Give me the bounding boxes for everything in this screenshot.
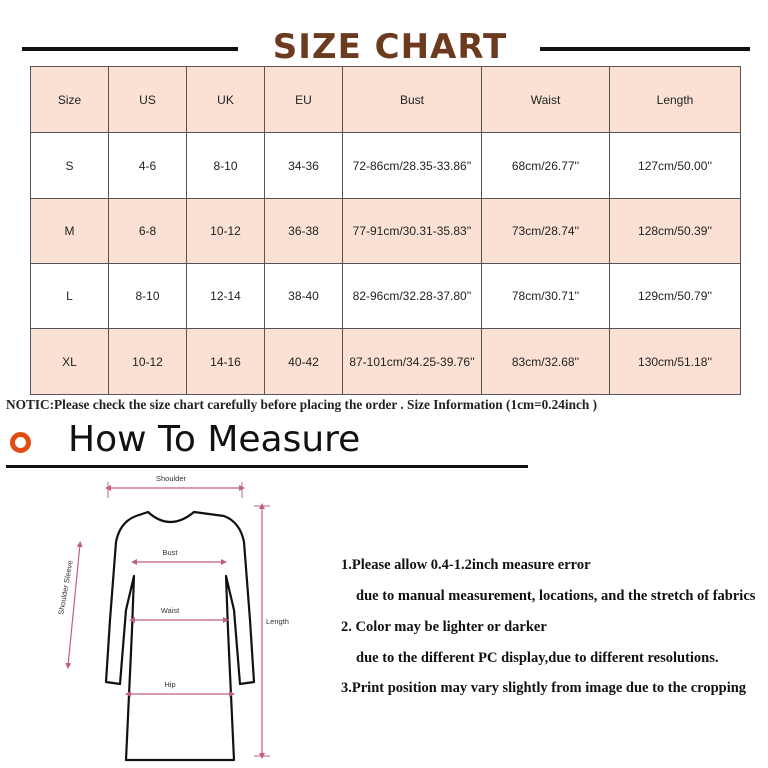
table-cell: 6-8 [109, 199, 187, 264]
table-cell: 36-38 [265, 199, 343, 264]
table-cell: 10-12 [109, 329, 187, 395]
table-cell: 12-14 [187, 264, 265, 329]
table-cell: 78cm/30.71'' [482, 264, 610, 329]
shoulder-label: Shoulder [155, 474, 187, 483]
table-cell: 10-12 [187, 199, 265, 264]
header-cell: Bust [343, 67, 482, 133]
table-cell: 127cm/50.00'' [610, 133, 741, 199]
table-cell: 14-16 [187, 329, 265, 395]
size-notice: NOTIC:Please check the size chart carefully before placing the order . Size Information (1cm=0.24inch ) [6, 397, 598, 412]
table-cell: 129cm/50.79'' [610, 264, 741, 329]
table-cell: 83cm/32.68'' [482, 329, 610, 395]
header-cell: Waist [482, 67, 610, 133]
waist-label: Waist [160, 606, 180, 615]
table-cell: 73cm/28.74'' [482, 199, 610, 264]
hip-label: Hip [164, 680, 176, 689]
how-to-measure-title: How To Measure [68, 419, 361, 460]
instruction-line-4: due to the different PC display,due to different resolutions. [356, 650, 719, 666]
bust-label: Bust [162, 548, 178, 557]
length-label: Length [266, 617, 289, 626]
table-cell: 4-6 [109, 133, 187, 199]
table-cell: 82-96cm/32.28-37.80'' [343, 264, 482, 329]
table-cell: 38-40 [265, 264, 343, 329]
table-row [31, 264, 741, 329]
instruction-line-1: 1.Please allow 0.4-1.2inch measure error [341, 557, 591, 573]
table-cell: 130cm/51.18'' [610, 329, 741, 395]
header-cell: Size [31, 67, 109, 133]
table-cell: 72-86cm/28.35-33.86'' [343, 133, 482, 199]
how-to-measure-rule [6, 465, 528, 468]
table-row [31, 199, 741, 264]
header-cell: US [109, 67, 187, 133]
table-row [31, 329, 741, 395]
table-row [31, 133, 741, 199]
size-chart-table [30, 66, 741, 395]
table-cell: 68cm/26.77'' [482, 133, 610, 199]
header-cell: Length [610, 67, 741, 133]
sleeve-label: Shoulder Sleeve [56, 559, 75, 616]
table-cell: 34-36 [265, 133, 343, 199]
table-header-row [31, 67, 741, 133]
table-cell: 128cm/50.39'' [610, 199, 741, 264]
instruction-line-2: due to manual measurement, locations, and the stretch of fabrics [356, 588, 756, 604]
title-right-rule [540, 47, 750, 51]
instruction-line-5: 3.Print position may vary slightly from image due to the cropping [341, 680, 747, 696]
header-cell: UK [187, 67, 265, 133]
table-cell: XL [31, 329, 109, 395]
instruction-line-3: 2. Color may be lighter or darker [341, 619, 547, 635]
table-cell: S [31, 133, 109, 199]
table-cell: L [31, 264, 109, 329]
bullet-circle-icon [10, 432, 31, 453]
table-cell: 8-10 [187, 133, 265, 199]
table-cell: 8-10 [109, 264, 187, 329]
table-cell: 40-42 [265, 329, 343, 395]
dress-outline [106, 512, 254, 760]
measure-diagram [28, 470, 328, 766]
header-cell: EU [265, 67, 343, 133]
page-title: SIZE CHART [272, 27, 508, 67]
table-cell: 87-101cm/34.25-39.76'' [343, 329, 482, 395]
table-cell: M [31, 199, 109, 264]
title-left-rule [22, 47, 238, 51]
table-cell: 77-91cm/30.31-35.83'' [343, 199, 482, 264]
